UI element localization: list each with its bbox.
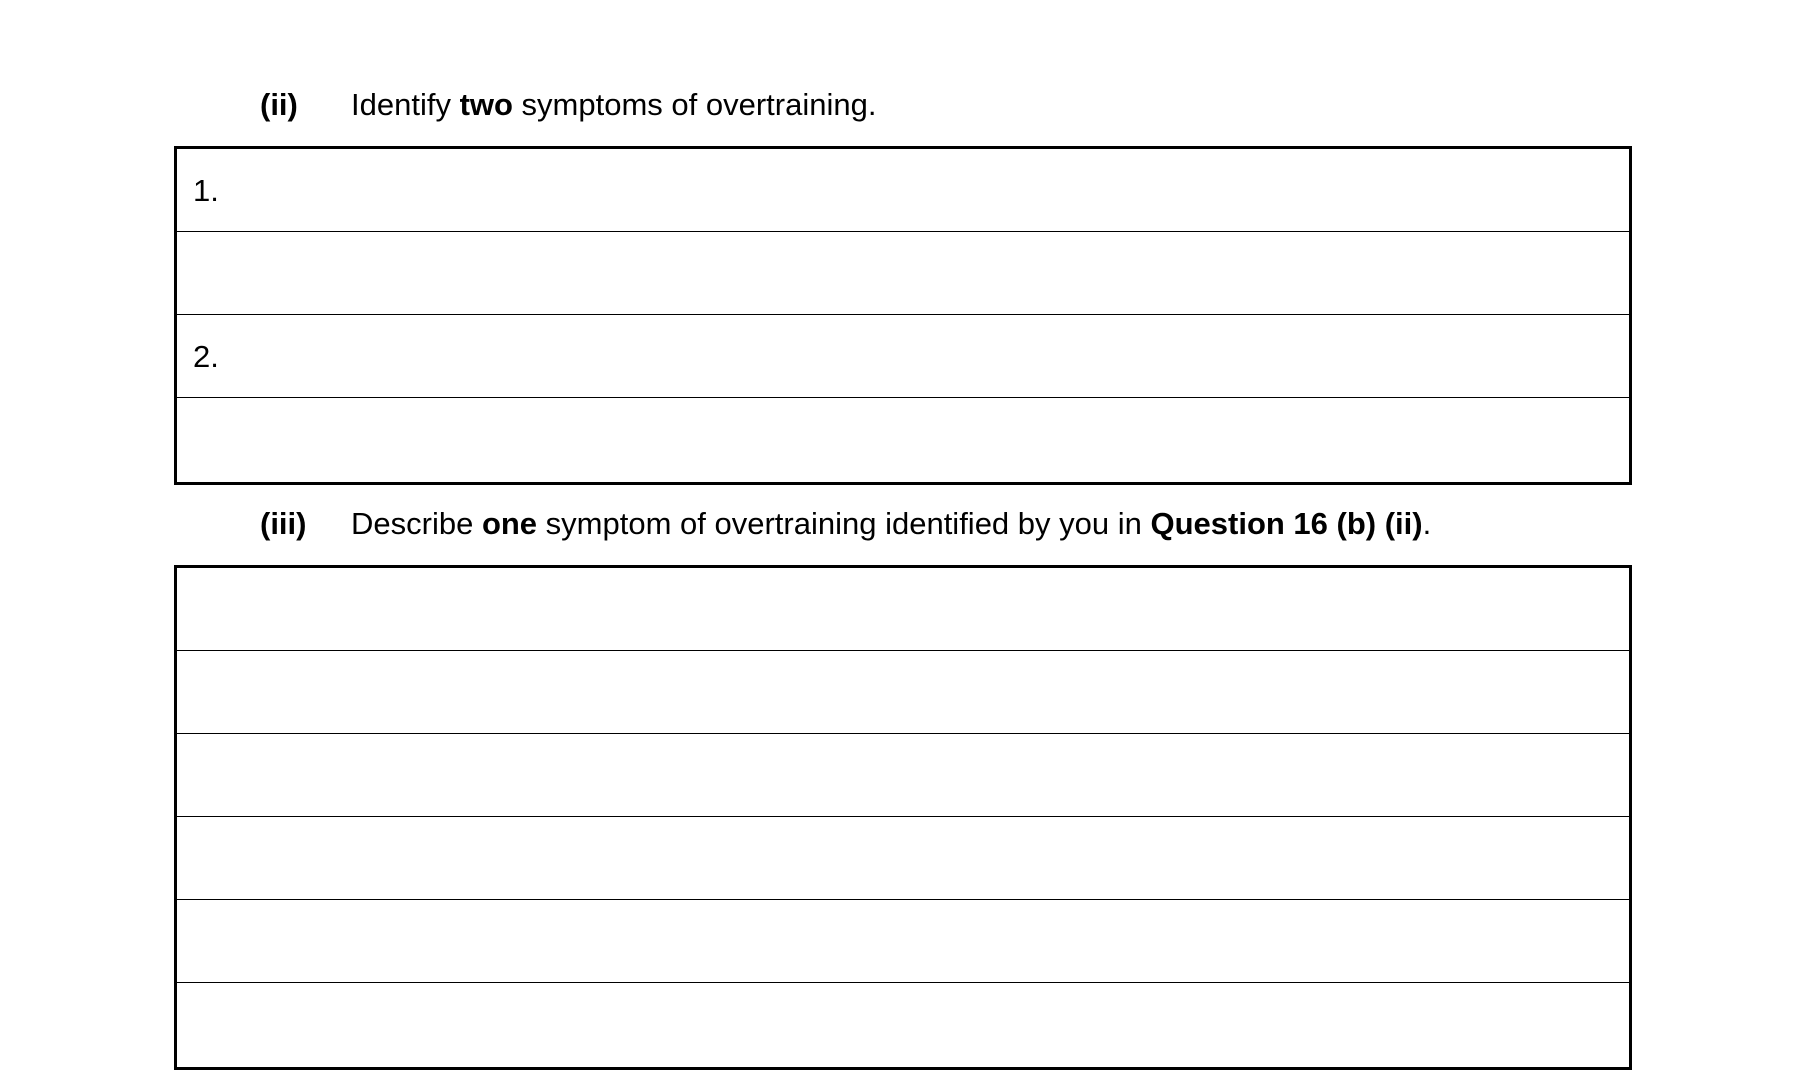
- answer-line[interactable]: [177, 398, 1629, 481]
- answer-line-input[interactable]: [237, 325, 1619, 387]
- answer-line-label: 2.: [193, 338, 219, 374]
- answer-line-input[interactable]: [187, 827, 1619, 889]
- question-text-end: symptoms of overtraining.: [512, 87, 877, 122]
- answer-line-input[interactable]: [237, 242, 1619, 304]
- question-text: [351, 87, 876, 123]
- answer-line[interactable]: [177, 149, 1629, 232]
- answer-line[interactable]: [177, 232, 1629, 315]
- question-ii: [260, 85, 876, 125]
- answer-line[interactable]: [177, 900, 1629, 983]
- question-iii: [260, 504, 1431, 544]
- answer-line-input[interactable]: [237, 408, 1619, 471]
- question-emphasis: two: [459, 87, 513, 122]
- answer-line[interactable]: [177, 568, 1629, 651]
- answer-line-label: 1.: [193, 172, 219, 208]
- question-text: [351, 506, 1431, 542]
- answer-line[interactable]: [177, 651, 1629, 734]
- question-reference: Question 16 (b) (ii): [1150, 506, 1423, 541]
- question-text-start: Describe: [351, 506, 482, 541]
- answer-line-input[interactable]: [187, 661, 1619, 723]
- answer-line-input[interactable]: [187, 578, 1619, 640]
- answer-line[interactable]: [177, 315, 1629, 398]
- question-number: (iii): [260, 506, 307, 541]
- question-text-end: .: [1422, 506, 1432, 541]
- question-text-middle: symptom of overtraining identified by you in: [537, 506, 1151, 541]
- answer-line[interactable]: [177, 734, 1629, 817]
- answer-line-input[interactable]: [187, 993, 1619, 1056]
- answer-line-input[interactable]: [187, 910, 1619, 972]
- question-text-start: Identify: [351, 87, 460, 122]
- answer-box-iii: [174, 565, 1632, 1070]
- answer-line[interactable]: [177, 983, 1629, 1066]
- question-emphasis: one: [481, 506, 538, 541]
- answer-line-input[interactable]: [187, 744, 1619, 806]
- answer-box-ii: [174, 146, 1632, 485]
- question-number: (ii): [260, 87, 298, 122]
- answer-line-input[interactable]: [237, 159, 1619, 221]
- answer-line[interactable]: [177, 817, 1629, 900]
